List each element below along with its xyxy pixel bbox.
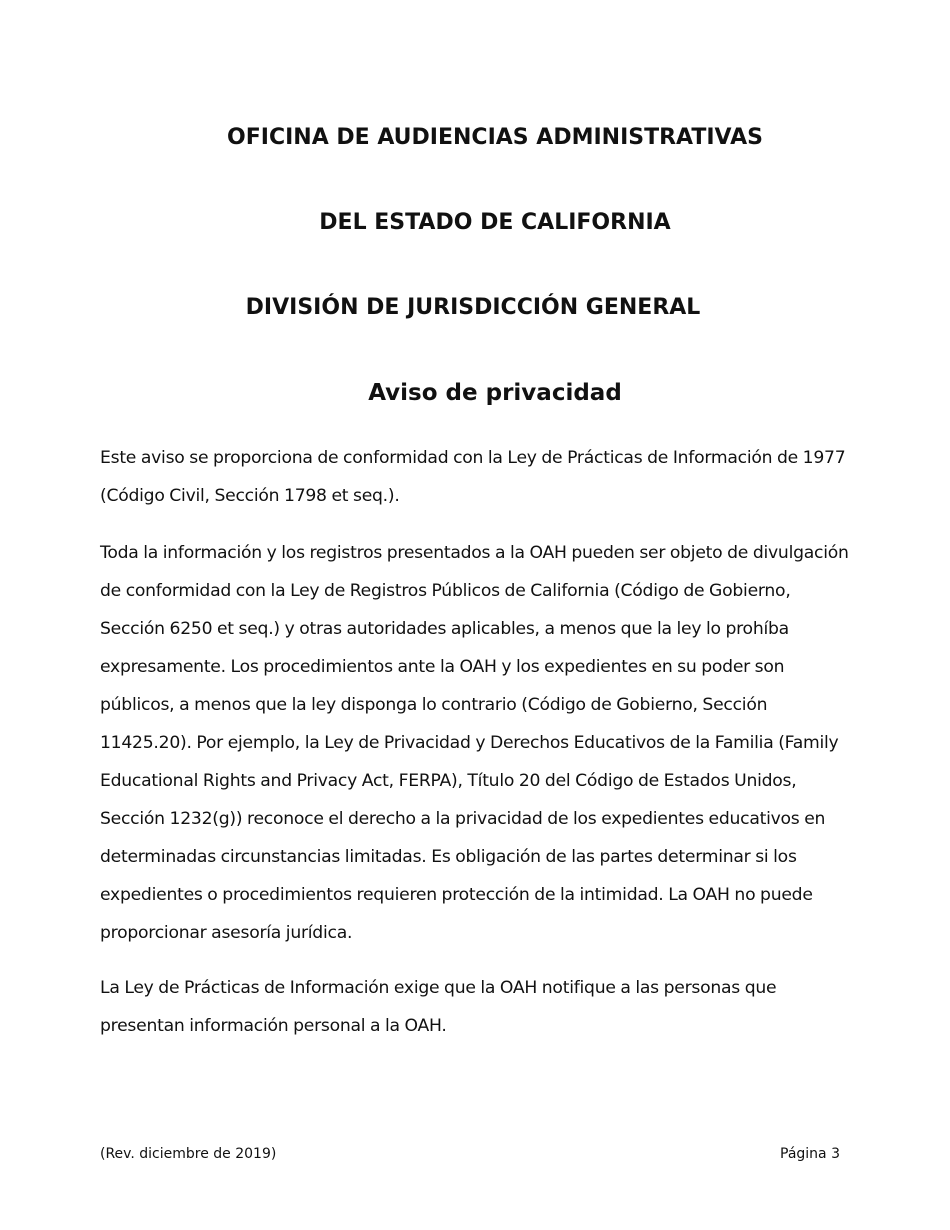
paragraph-legal-basis: Este aviso se proporciona de conformidad con la Ley de Prácticas de Información de 1977 (Código Civil, Sección 1798 et seq.). [100, 448, 846, 506]
paragraph-notification: La Ley de Prácticas de Información exige que la OAH notifique a las personas que presentan información personal a la OAH. [100, 978, 777, 1036]
paragraph-disclosure: Toda la información y los registros presentados a la OAH pueden ser objeto de divulgación de conformidad con la Ley de Registros Públicos de California (Código de Gobierno, Sección 6250 et seq.) y otras autoridades aplicables, a menos que la ley lo prohíba expresamente. Los procedimientos ante la OAH y los expedientes en su poder son públicos, a menos que la ley disponga lo contrario (Código de Gobierno, Sección 11425.20). Por ejemplo, la Ley de Privacidad y Derechos Educativos de la Familia (Family Educational Rights and Privacy Act, FERPA), Título 20 del Código de Estados Unidos, Sección 1232(g)) reconoce el derecho a la privacidad de los expedientes educativos en determinadas circunstancias limitadas. Es obligación de las partes determinar si los expedientes o procedimientos requieren protección de la intimidad. La OAH no puede proporcionar asesoría jurídica. [100, 543, 849, 943]
revision-date: (Rev. diciembre de 2019) [100, 1146, 277, 1162]
document-title: Aviso de privacidad [368, 380, 622, 406]
division-name-heading: DIVISIÓN DE JURISDICCIÓN GENERAL [245, 295, 701, 320]
page-number: Página 3 [780, 1146, 840, 1162]
agency-name-heading: OFICINA DE AUDIENCIAS ADMINISTRATIVAS [227, 125, 763, 150]
state-name-heading: DEL ESTADO DE CALIFORNIA [319, 210, 671, 235]
